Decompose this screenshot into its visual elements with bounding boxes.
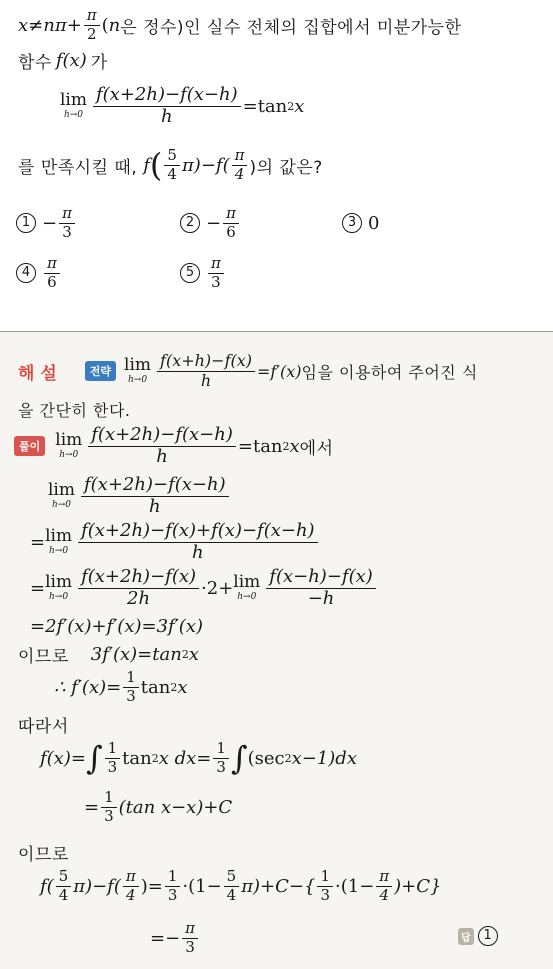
paren-open: ( [101,14,109,36]
f-open: f( [40,875,54,897]
lim-text: lim [45,571,73,592]
lim-text: lim [48,479,75,500]
x-dx: x dx= [158,747,212,769]
problem-section [0,0,553,330]
denominator: 3 [216,757,226,776]
choice-number-circle: 5 [180,263,200,283]
math-minus-f: )−f( [193,154,230,176]
text-imeuro: 이므로 [18,646,69,667]
solution-step-3 [30,520,320,564]
numerator: 1 [105,740,121,758]
fraction-5-4-b [224,868,240,904]
lim-subscript: h→0 [49,591,69,602]
numerator: f(x+2h)−f(x−h) [93,85,241,107]
numerator: π [376,868,392,886]
denominator: 3 [167,885,178,904]
lim-text: lim [45,525,73,546]
solution-step-10 [84,786,232,828]
limit [45,525,73,557]
question-text-2: )의 값은? [249,157,323,178]
numerator: 1 [165,868,181,886]
equation: 3f′(x)=tan [90,643,182,665]
integral-sign: ∫ [230,739,248,777]
fraction-pi-4 [123,868,139,904]
numerator: f(x+2h)−f(x)+f(x)−f(x−h) [78,521,317,543]
lim-subscript: h→0 [237,591,257,602]
equals: = [30,531,46,553]
numerator: π [182,920,198,938]
fraction-1-3 [101,789,117,825]
choice-number-circle: 1 [16,213,36,233]
solution-step-5: =2f′(x)+f′(x)=3f′(x) [30,616,203,637]
rhs: =tan [237,435,283,457]
choice-2[interactable] [180,200,241,246]
numerator: 5 [224,868,240,886]
numerator: π [84,7,100,25]
fraction-2 [266,567,375,609]
denominator: 4 [226,885,237,904]
denominator: 3 [211,272,221,291]
solution-step-13 [150,914,200,962]
lim-subscript: h→0 [63,109,84,120]
strategy-badge: 전략 [85,361,116,381]
math-x: x [188,643,199,665]
numerator: π [59,205,75,223]
choice-number-circle: 4 [16,263,36,283]
fraction-5-4 [56,868,72,904]
minus-f: )−f( [85,875,121,897]
big-paren-open: ( [149,146,163,184]
numerator: 1 [123,669,139,687]
end-term: )+C} [394,875,442,897]
denominator: 6 [226,222,236,241]
choice-fraction [208,255,224,291]
strategy-text-2: 을 간단히 한다. [18,401,131,420]
solution-step-4 [30,566,378,610]
exponent: 2 [151,751,159,765]
problem-text-ga: 가 [90,52,108,73]
choice-value: 0 [368,212,380,234]
text-imeuro-2: 이므로 [18,845,69,865]
choice-sign: − [206,212,222,234]
lim-subscript: h→0 [51,499,72,510]
solution-step-12 [40,862,442,910]
limit-2 [233,571,261,603]
numerator: f(x+2h)−f(x−h) [81,475,229,497]
denominator: 3 [104,806,114,825]
solution-section [0,332,553,969]
math-x: x [289,435,300,457]
fraction-1-3 [165,868,181,904]
exponent: 2 [287,99,295,113]
fraction-1-3-b [213,740,229,776]
math-plus: + [66,14,82,36]
denominator: 3 [107,757,118,776]
math-x: x [18,14,29,36]
question-line [18,140,323,190]
numerator: 1 [101,789,117,807]
problem-line-1 [18,6,462,44]
denominator: 4 [234,164,245,183]
denominator: h [149,495,161,517]
integral-sign: ∫ [85,739,103,777]
given-equation [60,80,304,132]
denominator: 3 [62,222,72,241]
numerator: 5 [164,147,180,165]
strategy-line [18,348,478,394]
limit [60,89,87,121]
limit [45,571,73,603]
denominator: 2 [86,24,97,43]
choice-number-circle: 3 [342,213,362,233]
numerator: π [223,205,239,223]
math-neq: ≠ [28,14,44,36]
fraction-pi-4-b [376,868,392,904]
denominator: h [161,105,173,127]
limit [55,429,83,461]
exponent: 2 [284,751,292,765]
sec: (sec [247,747,285,769]
fraction [88,425,236,467]
denominator: 3 [320,885,331,904]
fraction-pi-over-4 [232,147,248,183]
denominator: 3 [185,937,195,956]
choice-3[interactable] [342,200,379,246]
limit [124,354,152,386]
pi: π [73,875,86,897]
solution-step-2 [48,474,231,518]
equals-minus: =− [150,927,181,949]
lim-text: lim [124,354,152,375]
choice-fraction [44,255,60,291]
fx-equals: f(x)= [40,747,86,769]
choice-fraction [223,205,239,241]
numerator: π [44,255,60,273]
fraction-5-over-4 [164,147,180,183]
math-x: x [294,95,305,117]
numerator: f(x+h)−f(x) [157,352,255,371]
denominator: h [200,370,212,390]
choice-number-circle: 2 [180,213,200,233]
choice-5[interactable] [180,250,226,296]
dot-term-2: ·(1− [335,875,375,897]
numerator: f(x−h)−f(x) [266,567,375,589]
fraction [78,567,199,609]
solution-step-1 [14,424,334,468]
math-npi: nπ [43,14,67,36]
problem-text-1: 은 정수)인 실수 전체의 집합에서 미분가능한 [120,17,462,38]
choice-fraction [59,205,75,241]
numerator: 1 [317,868,333,886]
numerator: 5 [56,868,72,886]
pul-badge: 풀이 [14,436,45,456]
numerator: f(x+2h)−f(x) [78,567,199,589]
answer-badge: 답 [458,928,474,945]
answer-circle: 1 [478,926,498,946]
solution-step-6 [18,640,199,668]
equals: = [30,577,46,599]
answer [458,924,504,948]
choice-4[interactable] [16,250,62,296]
lim-text: lim [60,89,87,110]
denominator: 4 [379,885,389,904]
tan: tan [122,747,152,769]
numerator: 1 [213,740,229,758]
denominator: 3 [126,686,136,705]
fraction-pi-over-2 [84,7,100,43]
exponent: 2 [181,647,189,661]
denominator: 4 [167,164,177,183]
strategy-rhs: =f′(x) [257,361,302,381]
problem-text-2: 함수 [18,52,52,73]
pi-plus-c: π)+C−{ [241,875,316,897]
equals: = [84,796,100,818]
choice-sign: − [42,212,58,234]
denominator: −h [307,587,335,609]
denominator: 6 [47,272,57,291]
lim-text: lim [55,429,83,450]
numerator: π [232,147,248,165]
fraction-1-3-b [317,868,333,904]
denominator: 4 [126,885,136,904]
choice-1[interactable] [16,200,77,246]
dot-term: ·(1− [182,875,222,897]
denominator: h [156,445,168,467]
rest: x−1)dx [291,747,357,769]
haeseol-label: 해 설 [18,363,57,384]
fraction-derivative-def [157,352,255,390]
exponent: 2 [282,439,290,453]
numerator: f(x+2h)−f(x−h) [88,425,236,447]
equals: )= [140,875,163,897]
limit [48,479,75,511]
rest: (tan x−x)+C [118,796,233,818]
fraction-1-3 [105,740,121,776]
therefore: ∴ f′(x)= [54,676,122,698]
lim-subscript: h→0 [59,449,79,460]
question-text-1: 를 만족시킬 때, [18,157,138,178]
fraction [78,521,317,563]
lim-text: lim [233,571,261,592]
text-eseo: 에서 [299,438,334,459]
denominator: 2h [127,587,151,609]
math-x: x [177,676,188,698]
math-f: f [143,154,150,176]
denominator: 4 [58,885,69,904]
strategy-text: 임을 이용하여 주어진 식 [301,362,478,382]
fraction-difference-quotient [93,85,241,127]
equation-rhs: =tan [242,95,288,117]
middle-term: ·2+ [201,577,234,599]
tan: tan [140,676,171,698]
exponent: 2 [170,680,178,694]
denominator: h [192,541,204,563]
fraction [81,475,229,517]
math-n: n [108,14,121,36]
lim-subscript: h→0 [127,374,148,385]
solution-step-9 [40,734,357,782]
numerator: π [123,868,139,886]
math-pi: π [181,154,194,176]
text-ttaraseo: 따라서 [18,717,69,737]
fraction-1-3 [123,669,139,705]
fraction-pi-3 [182,920,198,956]
solution-step-7 [54,666,187,708]
math-fx: f(x) [55,49,87,71]
numerator: π [208,255,224,273]
problem-line-2 [18,46,108,74]
lim-subscript: h→0 [49,545,69,556]
